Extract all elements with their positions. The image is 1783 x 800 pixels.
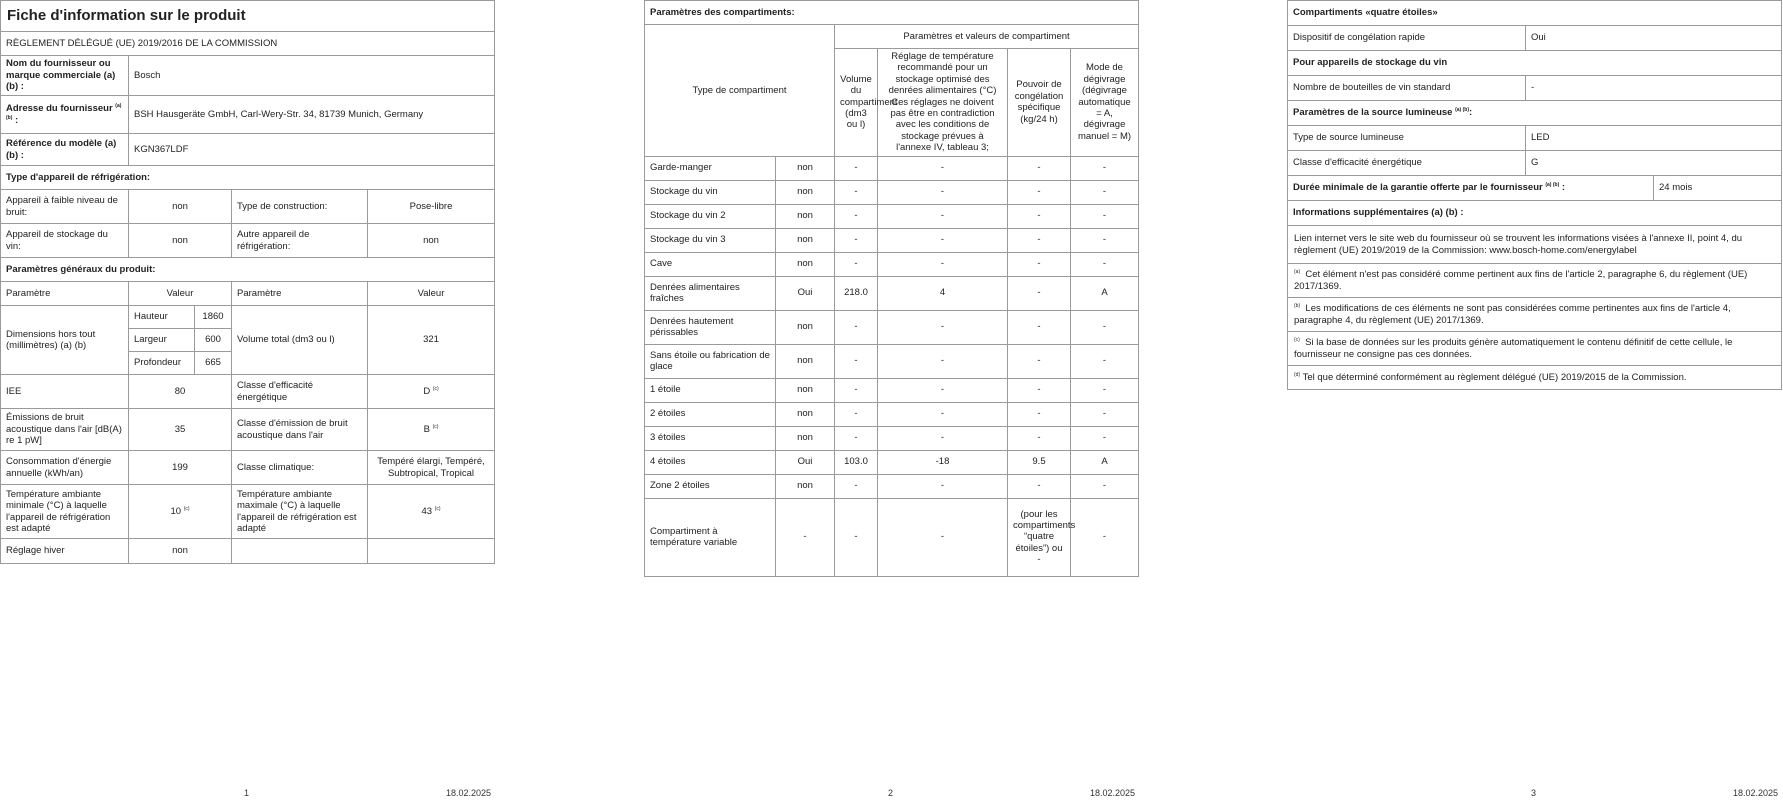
compartment-present: non: [776, 402, 835, 426]
warranty-value: 24 mois: [1654, 176, 1782, 201]
col-param-2: Paramètre: [232, 282, 368, 306]
compartment-temp: -: [878, 310, 1008, 344]
col-type: Type de compartiment: [645, 25, 835, 157]
construction-value: Pose-libre: [368, 190, 495, 224]
compartment-defrost: -: [1071, 252, 1139, 276]
compartment-name: Denrées hautement périssables: [645, 310, 776, 344]
compartment-volume: -: [835, 378, 878, 402]
compartment-volume: -: [835, 180, 878, 204]
compartment-row: [645, 252, 1139, 276]
page-title: Fiche d'information sur le produit: [1, 1, 495, 32]
compartment-volume: 218.0: [835, 276, 878, 310]
compartment-defrost: A: [1071, 276, 1139, 310]
iee-label: IEE: [1, 375, 129, 409]
volume-label: Volume total (dm3 ou l): [232, 306, 368, 375]
page-3: [1287, 0, 1782, 800]
compartment-present: non: [776, 156, 835, 180]
construction-label: Type de construction:: [232, 190, 368, 224]
height-value: 1860: [195, 306, 232, 329]
compartment-freeze: -: [1008, 310, 1071, 344]
compartment-name: 2 étoiles: [645, 402, 776, 426]
compartment-present: Oui: [776, 450, 835, 474]
compartment-volume: -: [835, 310, 878, 344]
compartment-temp: -: [878, 402, 1008, 426]
extra-info-table: [1287, 0, 1782, 390]
compartment-volume: -: [835, 426, 878, 450]
compartment-defrost: -: [1071, 426, 1139, 450]
noise-value: 35: [129, 409, 232, 451]
supplier-value: Bosch: [129, 56, 495, 96]
light-class-label: Classe d'efficacité énergétique: [1288, 151, 1526, 176]
compartment-present: -: [776, 498, 835, 576]
compartment-defrost: -: [1071, 228, 1139, 252]
compartment-name: Stockage du vin 3: [645, 228, 776, 252]
product-info-table: [0, 0, 495, 564]
compartment-name: 4 étoiles: [645, 450, 776, 474]
compartment-name: Cave: [645, 252, 776, 276]
col-value-1: Valeur: [129, 282, 232, 306]
col-defrost: Mode de dégivrage (dégivrage automatique = A, dégivrage manuel = M): [1071, 49, 1139, 157]
compartment-volume: -: [835, 402, 878, 426]
compartment-volume: -: [835, 204, 878, 228]
fast-freeze-value: Oui: [1526, 26, 1782, 51]
page-number: 2: [888, 788, 894, 798]
compartment-freeze: -: [1008, 204, 1071, 228]
compartment-row: [645, 310, 1139, 344]
climate-label: Classe climatique:: [232, 451, 368, 485]
compartment-temp: -: [878, 180, 1008, 204]
compartment-row: [645, 228, 1139, 252]
compartment-temp: 4: [878, 276, 1008, 310]
compartment-present: non: [776, 310, 835, 344]
compartment-volume: -: [835, 474, 878, 498]
winter-value: non: [129, 539, 232, 564]
group-header: Paramètres et valeurs de compartiment: [835, 25, 1139, 49]
compartment-freeze: -: [1008, 276, 1071, 310]
compartment-temp: -: [878, 156, 1008, 180]
compartment-present: Oui: [776, 276, 835, 310]
compartment-freeze: -: [1008, 180, 1071, 204]
compartment-temp: -: [878, 252, 1008, 276]
light-type-label: Type de source lumineuse: [1288, 126, 1526, 151]
low-noise-label: Appareil à faible niveau de bruit:: [1, 190, 129, 224]
min-temp-label: Température ambiante minimale (°C) à laquelle l'appareil de réfrigération est adapté: [1, 485, 129, 539]
wine-header: Pour appareils de stockage du vin: [1288, 51, 1782, 76]
compartment-table: [644, 0, 1139, 577]
regulation-text: RÈGLEMENT DÉLÉGUÉ (UE) 2019/2016 DE LA COMMISSION: [1, 32, 495, 56]
page-date: 18.02.2025: [1732, 788, 1778, 798]
compartment-name: Stockage du vin 2: [645, 204, 776, 228]
empty-cell: [232, 539, 368, 564]
compartment-volume: -: [835, 156, 878, 180]
compartment-freeze: -: [1008, 228, 1071, 252]
min-temp-value: 10 $^{(c)}$: [129, 485, 232, 539]
compartment-row: [645, 378, 1139, 402]
energy-label: Consommation d'énergie annuelle (kWh/an): [1, 451, 129, 485]
note-a: $^{(a)}$ Cet élément n'est pas considéré comme pertinent aux fins de l'article 2, paragraphe 6, du règlement (UE) 2017/1369.: [1288, 264, 1782, 298]
height-label: Hauteur: [129, 306, 195, 329]
noise-label: Émissions de bruit acoustique dans l'air [dB(A) re 1 pW]: [1, 409, 129, 451]
compartment-row: [645, 344, 1139, 378]
page-1: [0, 0, 495, 800]
compartment-name: Garde-manger: [645, 156, 776, 180]
compartment-row: [645, 474, 1139, 498]
iee-value: 80: [129, 375, 232, 409]
compartment-freeze: -: [1008, 378, 1071, 402]
compartment-row: [645, 498, 1139, 576]
col-volume: Volume du compartiment (dm3 ou l): [835, 49, 878, 157]
compartment-name: Stockage du vin: [645, 180, 776, 204]
note-d: $^{(d)}$ Tel que déterminé conformément au règlement délégué (UE) 2019/2015 de la Commission.: [1288, 366, 1782, 390]
climate-value: Tempéré élargi, Tempéré, Subtropical, Tropical: [368, 451, 495, 485]
energylabel-link-text: Lien internet vers le site web du fournisseur où se trouvent les informations visées à l'annexe II, point 4, du règlement (UE) 2019/2019 de la Commission: www.bosch-home.com/energylabel: [1288, 226, 1782, 264]
eff-class-value: D $^{(c)}$: [368, 375, 495, 409]
compartment-present: non: [776, 344, 835, 378]
winter-label: Réglage hiver: [1, 539, 129, 564]
note-b: $^{(b)}$ Les modifications de ces éléments ne sont pas considérées comme pertinentes aux fins de l'article 4, paragraphe 4, du règlement (UE) 2017/1369.: [1288, 298, 1782, 332]
fast-freeze-label: Dispositif de congélation rapide: [1288, 26, 1526, 51]
compartment-freeze: -: [1008, 474, 1071, 498]
compartment-temp: -: [878, 344, 1008, 378]
light-header: Paramètres de la source lumineuse $^{(a) (b)}$:: [1288, 101, 1782, 126]
compartments-header: Paramètres des compartiments:: [645, 1, 1139, 25]
compartment-defrost: A: [1071, 450, 1139, 474]
compartment-defrost: -: [1071, 474, 1139, 498]
address-label: Adresse du fournisseur $^{(a) (b)}$ :: [1, 96, 129, 134]
volume-value: 321: [368, 306, 495, 375]
model-value: KGN367LDF: [129, 134, 495, 166]
compartment-present: non: [776, 426, 835, 450]
compartment-volume: 103.0: [835, 450, 878, 474]
compartment-temp: -: [878, 378, 1008, 402]
compartment-name: 1 étoile: [645, 378, 776, 402]
max-temp-value: 43 $^{(c)}$: [368, 485, 495, 539]
compartment-freeze: -: [1008, 252, 1071, 276]
compartment-row: [645, 426, 1139, 450]
compartment-freeze: (pour les compartiments “quatre étoiles”) ou -: [1008, 498, 1071, 576]
page-number: 3: [1531, 788, 1537, 798]
compartment-row: [645, 156, 1139, 180]
light-type-value: LED: [1526, 126, 1782, 151]
energy-value: 199: [129, 451, 232, 485]
page-number: 1: [244, 788, 250, 798]
compartment-temp: -: [878, 474, 1008, 498]
dims-label: Dimensions hors tout (millimètres) (a) (b): [1, 306, 129, 375]
empty-cell: [368, 539, 495, 564]
compartment-present: non: [776, 204, 835, 228]
page-date: 18.02.2025: [1089, 788, 1135, 798]
four-star-header: Compartiments «quatre étoiles»: [1288, 1, 1782, 26]
page-date: 18.02.2025: [445, 788, 491, 798]
compartment-name: Zone 2 étoiles: [645, 474, 776, 498]
compartment-volume: -: [835, 498, 878, 576]
compartment-freeze: -: [1008, 426, 1071, 450]
compartment-row: [645, 204, 1139, 228]
compartment-temp: -: [878, 228, 1008, 252]
warranty-label: Durée minimale de la garantie offerte par le fournisseur $^{(a) (b)}$ :: [1288, 176, 1654, 201]
other-value: non: [368, 224, 495, 258]
noise-class-label: Classe d'émission de bruit acoustique dans l'air: [232, 409, 368, 451]
compartment-name: 3 étoiles: [645, 426, 776, 450]
page-2: [644, 0, 1139, 800]
compartment-row: [645, 450, 1139, 474]
compartment-defrost: -: [1071, 402, 1139, 426]
compartment-defrost: -: [1071, 378, 1139, 402]
compartment-name: Denrées alimentaires fraîches: [645, 276, 776, 310]
compartment-present: non: [776, 228, 835, 252]
note-c: $^{(c)}$ Si la base de données sur les produits génère automatiquement le contenu définitif de cette cellule, le fournisseur ne consigne pas ces données.: [1288, 332, 1782, 366]
other-label: Autre appareil de réfrigération:: [232, 224, 368, 258]
col-value-2: Valeur: [368, 282, 495, 306]
noise-class-value: B $^{(c)}$: [368, 409, 495, 451]
compartment-temp: -18: [878, 450, 1008, 474]
col-temp: Réglage de température recommandé pour un stockage optimisé des denrées alimentaires (°C) Ces réglages ne doivent pas être en contradiction avec les conditions de stockage prévues à l'annexe IV, tableau 3;: [878, 49, 1008, 157]
model-label: Référence du modèle (a) (b) :: [1, 134, 129, 166]
bottles-label: Nombre de bouteilles de vin standard: [1288, 76, 1526, 101]
col-param-1: Paramètre: [1, 282, 129, 306]
compartment-name: Compartiment à température variable: [645, 498, 776, 576]
address-value: BSH Hausgeräte GmbH, Carl-Wery-Str. 34, 81739 Munich, Germany: [129, 96, 495, 134]
col-freeze: Pouvoir de congélation spécifique (kg/24 h): [1008, 49, 1071, 157]
compartment-present: non: [776, 252, 835, 276]
width-label: Largeur: [129, 329, 195, 352]
compartment-row: [645, 402, 1139, 426]
compartment-name: Sans étoile ou fabrication de glace: [645, 344, 776, 378]
width-value: 600: [195, 329, 232, 352]
eff-class-label: Classe d'efficacité énergétique: [232, 375, 368, 409]
compartment-defrost: -: [1071, 310, 1139, 344]
compartment-volume: -: [835, 344, 878, 378]
compartment-freeze: -: [1008, 156, 1071, 180]
compartment-defrost: -: [1071, 180, 1139, 204]
general-header: Paramètres généraux du produit:: [1, 258, 495, 282]
max-temp-label: Température ambiante maximale (°C) à laquelle l'appareil de réfrigération est adapté: [232, 485, 368, 539]
compartment-defrost: -: [1071, 156, 1139, 180]
compartment-volume: -: [835, 228, 878, 252]
low-noise-value: non: [129, 190, 232, 224]
compartment-volume: -: [835, 252, 878, 276]
compartment-defrost: -: [1071, 344, 1139, 378]
depth-label: Profondeur: [129, 352, 195, 375]
supplier-label: Nom du fournisseur ou marque commerciale (a) (b) :: [1, 56, 129, 96]
compartment-present: non: [776, 474, 835, 498]
compartment-freeze: -: [1008, 344, 1071, 378]
type-header: Type d'appareil de réfrigération:: [1, 166, 495, 190]
compartment-row: [645, 180, 1139, 204]
compartment-temp: -: [878, 426, 1008, 450]
extra-header: Informations supplémentaires (a) (b) :: [1288, 201, 1782, 226]
bottles-value: -: [1526, 76, 1782, 101]
compartment-rows: [645, 156, 1139, 576]
compartment-temp: -: [878, 204, 1008, 228]
compartment-freeze: -: [1008, 402, 1071, 426]
wine-label: Appareil de stockage du vin:: [1, 224, 129, 258]
compartment-freeze: 9.5: [1008, 450, 1071, 474]
compartment-defrost: -: [1071, 204, 1139, 228]
wine-value: non: [129, 224, 232, 258]
depth-value: 665: [195, 352, 232, 375]
compartment-defrost: -: [1071, 498, 1139, 576]
light-class-value: G: [1526, 151, 1782, 176]
compartment-present: non: [776, 378, 835, 402]
compartment-row: [645, 276, 1139, 310]
compartment-temp: -: [878, 498, 1008, 576]
compartment-present: non: [776, 180, 835, 204]
